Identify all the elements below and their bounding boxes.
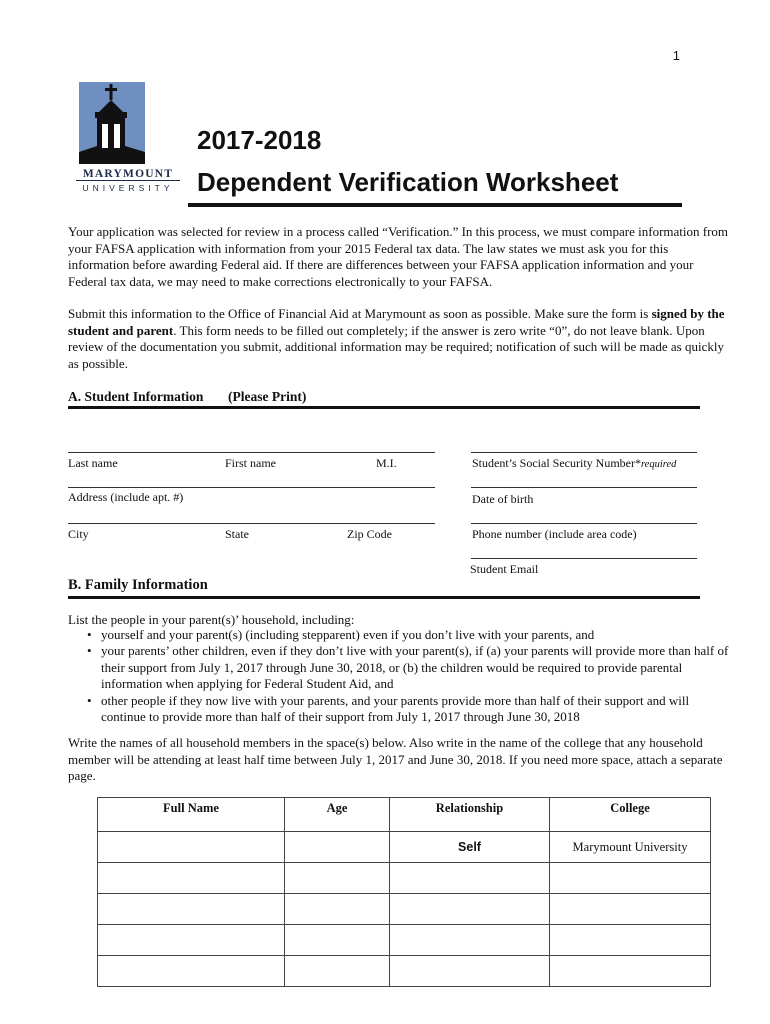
bullet-icon: • xyxy=(87,643,92,659)
intro-paragraph: Your application was selected for review in a process called “Verification.” In this process, we must compare information from your FAFSA application with information from your 2015 Federal tax data. The law states we must ask you for this information before awarding Federal aid. If there are differences between your FAFSA application information and your Federal tax data, we may need to make corrections electronically to your FAFSA. xyxy=(68,224,729,289)
last-name-label: Last name xyxy=(68,456,118,470)
list-item xyxy=(76,643,736,692)
name-signature-line xyxy=(68,452,435,453)
ssn-label xyxy=(472,456,676,471)
column-header-age: Age xyxy=(285,798,390,832)
age-cell[interactable] xyxy=(285,894,390,925)
city-state-zip-line xyxy=(68,523,435,524)
page-title: Dependent Verification Worksheet xyxy=(197,167,619,197)
full-name-cell[interactable] xyxy=(98,832,285,863)
relationship-cell[interactable] xyxy=(390,956,550,987)
zip-code-label: Zip Code xyxy=(347,527,392,541)
logo-wordmark: MARYMOUNT xyxy=(82,168,174,180)
marymount-logo xyxy=(76,82,182,200)
college-cell[interactable] xyxy=(550,894,711,925)
age-cell[interactable] xyxy=(285,863,390,894)
relationship-cell[interactable]: Self xyxy=(390,832,550,863)
full-name-cell[interactable] xyxy=(98,894,285,925)
list-item-text: your parents’ other children, even if they don’t live with your parent(s), if (a) your parents will provide more than half of their support from July 1, 2017 through June 30, 2018, or (b) the children would be required to provide parental information when applying for Federal Student Aid, and xyxy=(101,643,729,692)
phone-label: Phone number (include area code) xyxy=(472,527,637,541)
column-header-college: College xyxy=(550,798,711,832)
section-a-divider xyxy=(68,406,700,409)
list-item xyxy=(76,693,736,726)
college-cell[interactable] xyxy=(550,863,711,894)
table-row xyxy=(98,925,711,956)
table-row xyxy=(98,956,711,987)
full-name-cell[interactable] xyxy=(98,925,285,956)
email-label: Student Email xyxy=(470,562,539,576)
list-item-text: yourself and your parent(s) (including stepparent) even if you don’t live with your parents, and xyxy=(101,627,595,642)
city-label: City xyxy=(68,527,89,541)
bullet-icon: • xyxy=(87,692,92,708)
middle-initial-label: M.I. xyxy=(376,456,397,470)
title-year: 2017-2018 xyxy=(197,125,322,155)
ssn-label-text: Student’s Social Security Number* xyxy=(472,456,641,470)
submit-text-b: . This form needs to be filled out completely; if the answer is zero write “0”, do not leave blank. Upon review of the documentation you submit, additional information may be required; notification of such will be made as quickly as possible. xyxy=(68,322,724,371)
logo-subtitle: UNIVERSITY xyxy=(82,183,174,193)
full-name-cell[interactable] xyxy=(98,956,285,987)
age-cell[interactable] xyxy=(285,832,390,863)
household-instructions: Write the names of all household members in the space(s) below. Also write in the name of the college that any household member will be attending at least half time between July 1, 2017 and June 30, 2018. If you need more space, attach a separate page. xyxy=(68,735,723,783)
table-row xyxy=(98,863,711,894)
column-header-relationship: Relationship xyxy=(390,798,550,832)
relationship-cell[interactable] xyxy=(390,863,550,894)
section-b-divider xyxy=(68,596,700,599)
section-a-subtitle: (Please Print) xyxy=(228,389,307,404)
page-number: 1 xyxy=(672,48,680,63)
full-name-cell[interactable] xyxy=(98,863,285,894)
relationship-cell[interactable] xyxy=(390,925,550,956)
table-row xyxy=(98,832,711,863)
section-b-title: B. Family Information xyxy=(68,577,208,593)
section-a-title: A. Student Information xyxy=(68,389,204,404)
phone-line xyxy=(471,523,697,524)
age-cell[interactable] xyxy=(285,925,390,956)
submit-instructions xyxy=(68,306,732,372)
age-cell[interactable] xyxy=(285,956,390,987)
college-cell[interactable] xyxy=(550,956,711,987)
table-header-row xyxy=(98,798,711,832)
college-cell[interactable] xyxy=(550,925,711,956)
address-line xyxy=(68,487,435,488)
household-members-table xyxy=(97,797,711,987)
university-tower-icon xyxy=(79,82,145,164)
state-label: State xyxy=(225,527,249,541)
required-note: required xyxy=(640,459,677,470)
submit-text-a: Submit this information to the Office of Financial Aid at Marymount as soon as possible. Make sure the form is xyxy=(68,306,652,321)
email-line xyxy=(471,558,697,559)
logo-divider xyxy=(76,180,180,181)
list-item-text: other people if they now live with your parents, and your parents provide more than half of their support and will continue to provide more than half of their support from July 1, 2017 through June 30, 2018 xyxy=(101,692,690,725)
list-item xyxy=(76,627,736,643)
dob-line xyxy=(471,487,697,488)
column-header-full-name: Full Name xyxy=(98,798,285,832)
first-name-label: First name xyxy=(225,456,276,470)
dob-label: Date of birth xyxy=(472,492,534,506)
relationship-cell[interactable] xyxy=(390,894,550,925)
college-cell[interactable]: Marymount University xyxy=(550,832,711,863)
ssn-line xyxy=(471,452,697,453)
household-criteria-list xyxy=(76,627,736,725)
bullet-icon: • xyxy=(87,627,92,642)
title-underline xyxy=(188,203,682,207)
address-label: Address (include apt. #) xyxy=(68,490,184,504)
table-row xyxy=(98,894,711,925)
signature-requirement: signed by the student and parent xyxy=(68,306,725,338)
household-list-intro: List the people in your parent(s)’ household, including: xyxy=(68,612,355,627)
